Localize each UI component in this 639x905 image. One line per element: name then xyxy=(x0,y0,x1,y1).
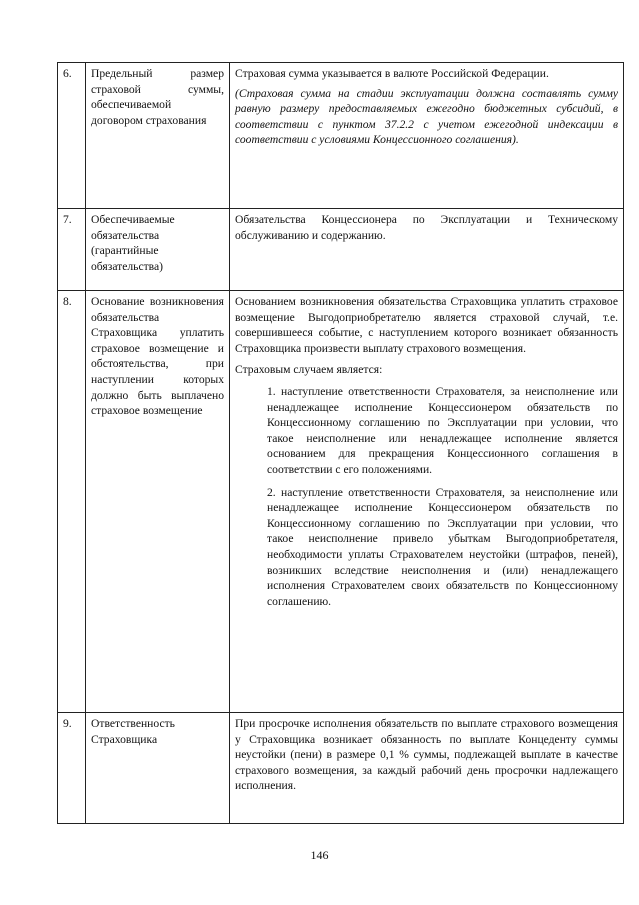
description-paragraph: Страховым случаем является: xyxy=(235,363,383,377)
list-item: 1. наступление ответственности Страхователя, за неисполнение или ненадлежащее исполнение Концессионером обязательств по Концессионному соглашению по Эксплуатации при условии, что такое неисполнение или ненадлежащее исполнение является основанием для прекращения Концессионного соглашения в соответствии с его положениями. xyxy=(267,384,618,476)
description-paragraph: Обязательства Концессионера по Эксплуатации и Техническому обслуживанию и содержанию. xyxy=(235,213,618,242)
row-number: 6. xyxy=(58,63,86,209)
row-number: 7. xyxy=(58,209,86,291)
description-cell xyxy=(230,713,624,824)
term-cell: Обеспечиваемые обязательства (гарантийные обязательства) xyxy=(86,209,230,291)
term-cell: Основание возникновения обязательства Страховщика уплатить страховое возмещение и обстоятельства, при наступлении которых должно быть выплачено страховое возмещение xyxy=(86,291,230,713)
description-note: (Страховая сумма на стадии эксплуатации должна составлять сумму равную размеру предоставляемых ежегодно бюджетных субсидий, в соответствии с пунктом 37.2.2 с учетом ежегодной индексации в соответствии с условиями Концессионного соглашения). xyxy=(235,86,618,147)
term-cell: Ответственность Страховщика xyxy=(86,713,230,824)
page-number: 146 xyxy=(310,848,329,862)
term-cell: Предельный размер страховой суммы, обеспечиваемой договором страхования xyxy=(86,63,230,209)
row-number: 8. xyxy=(58,291,86,713)
table-row xyxy=(58,713,624,824)
row-number: 9. xyxy=(58,713,86,824)
description-cell xyxy=(230,209,624,291)
description-paragraph: При просрочке исполнения обязательств по выплате страхового возмещения у Страховщика возникает обязанность по выплате Концеденту суммы неустойки (пени) в размере 0,1 % суммы, подлежащей выплате в качестве страхового возмещения, за каждый рабочий день просрочки надлежащего исполнения. xyxy=(235,717,618,793)
table-row xyxy=(58,209,624,291)
list-item: 2. наступление ответственности Страхователя, за неисполнение или ненадлежащее исполнение Концессионером обязательств по Концессионному соглашению по Эксплуатации при условии, что такое неисполнение привело убыткам Выгодоприобретателя, необходимости уплаты Страхователем неустойки (штрафов, пеней), возникших вследствие неисполнения и (или) ненадлежащего исполнения Страхователем своих обязательств по Концессионному соглашению. xyxy=(267,485,618,608)
description-paragraph: Основанием возникновения обязательства Страховщика уплатить страховое возмещение Выгодоприобретателю является страховой случай, т.е. совершившееся событие, с наступлением которого возникает обязанность Страховщика произвести выплату страхового возмещения. xyxy=(235,295,618,355)
table-row xyxy=(58,291,624,713)
insured-events-list xyxy=(235,384,618,609)
description-cell xyxy=(230,291,624,713)
description-paragraph: Страховая сумма указывается в валюте Российской Федерации. xyxy=(235,67,549,80)
insurance-terms-table xyxy=(57,62,624,824)
table-row xyxy=(58,63,624,209)
description-cell xyxy=(230,63,624,209)
